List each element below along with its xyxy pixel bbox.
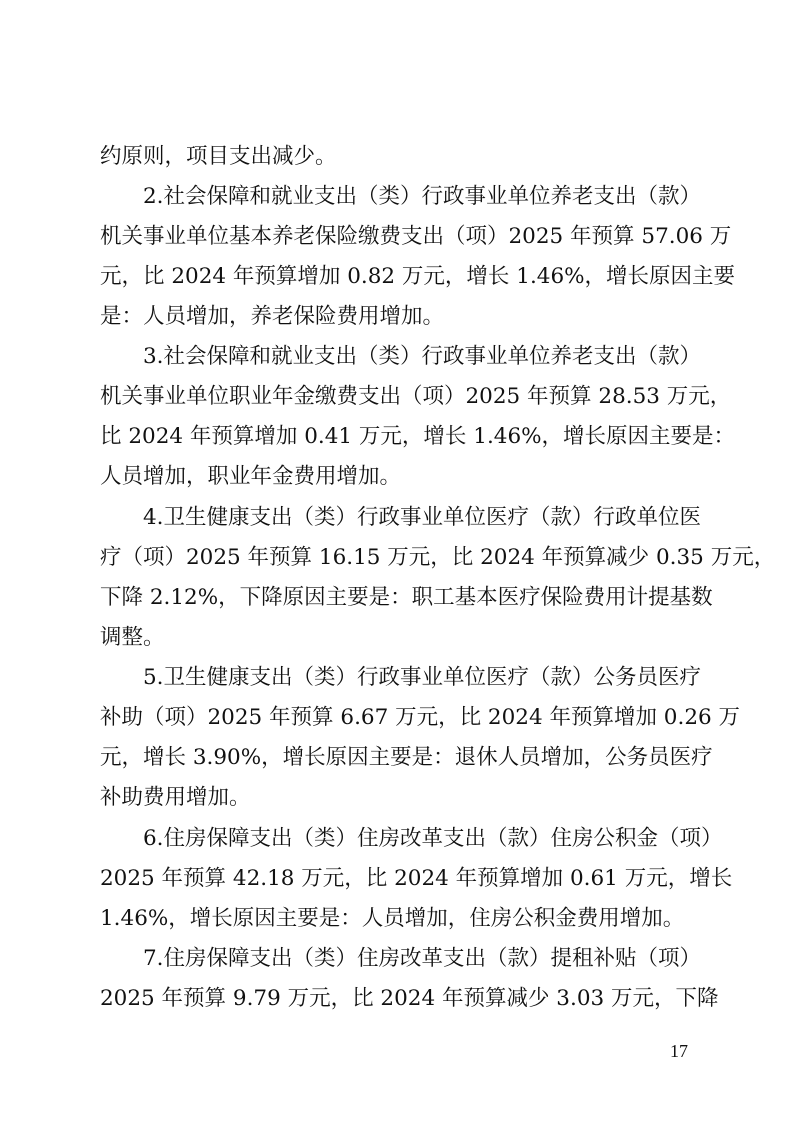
- paragraph-2-line: 机关事业单位基本养老保险缴费支出（项）2025 年预算 57.06 万: [100, 224, 732, 249]
- paragraph-6-line: 2025 年预算 42.18 万元，比 2024 年预算增加 0.61 万元，增长: [100, 866, 733, 891]
- paragraph-2-line: 元，比 2024 年预算增加 0.82 万元，增长 1.46%，增长原因主要: [100, 264, 736, 289]
- paragraph-3-line: 3.社会保障和就业支出（类）行政事业单位养老支出（款）: [143, 344, 702, 369]
- paragraph-3-line: 人员增加，职业年金费用增加。: [100, 464, 402, 489]
- paragraph-4-line: 下降 2.12%，下降原因主要是：职工基本医疗保险费用计提基数: [100, 585, 713, 610]
- paragraph-3-line: 比 2024 年预算增加 0.41 万元，增长 1.46%，增长原因主要是：: [100, 424, 736, 449]
- page-number: 17: [670, 1041, 688, 1061]
- paragraph-6-line: 6.住房保障支出（类）住房改革支出（款）住房公积金（项）: [143, 826, 723, 851]
- paragraph-5-line: 元，增长 3.90%，增长原因主要是：退休人员增加，公务员医疗: [100, 745, 713, 770]
- paragraph-5-line: 5.卫生健康支出（类）行政事业单位医疗（款）公务员医疗: [143, 665, 702, 690]
- paragraph-3-line: 机关事业单位职业年金缴费支出（项）2025 年预算 28.53 万元，: [100, 384, 732, 409]
- paragraph-6-line: 1.46%，增长原因主要是：人员增加，住房公积金费用增加。: [100, 906, 685, 931]
- paragraph-4-line: 调整。: [100, 625, 165, 650]
- paragraph-2-line: 是：人员增加，养老保险费用增加。: [100, 304, 445, 329]
- paragraph-4-line: 4.卫生健康支出（类）行政事业单位医疗（款）行政单位医: [143, 505, 702, 530]
- paragraph-4-line: 疗（项）2025 年预算 16.15 万元，比 2024 年预算减少 0.35 万元，: [100, 545, 776, 570]
- text-line: 约原则，项目支出减少。: [100, 144, 337, 169]
- paragraph-5-line: 补助（项）2025 年预算 6.67 万元，比 2024 年预算增加 0.26 万: [100, 705, 741, 730]
- paragraph-5-line: 补助费用增加。: [100, 785, 251, 810]
- paragraph-7-line: 7.住房保障支出（类）住房改革支出（款）提租补贴（项）: [143, 946, 702, 971]
- paragraph-2-line: 2.社会保障和就业支出（类）行政事业单位养老支出（款）: [143, 184, 702, 209]
- paragraph-7-line: 2025 年预算 9.79 万元，比 2024 年预算减少 3.03 万元，下降: [100, 986, 719, 1011]
